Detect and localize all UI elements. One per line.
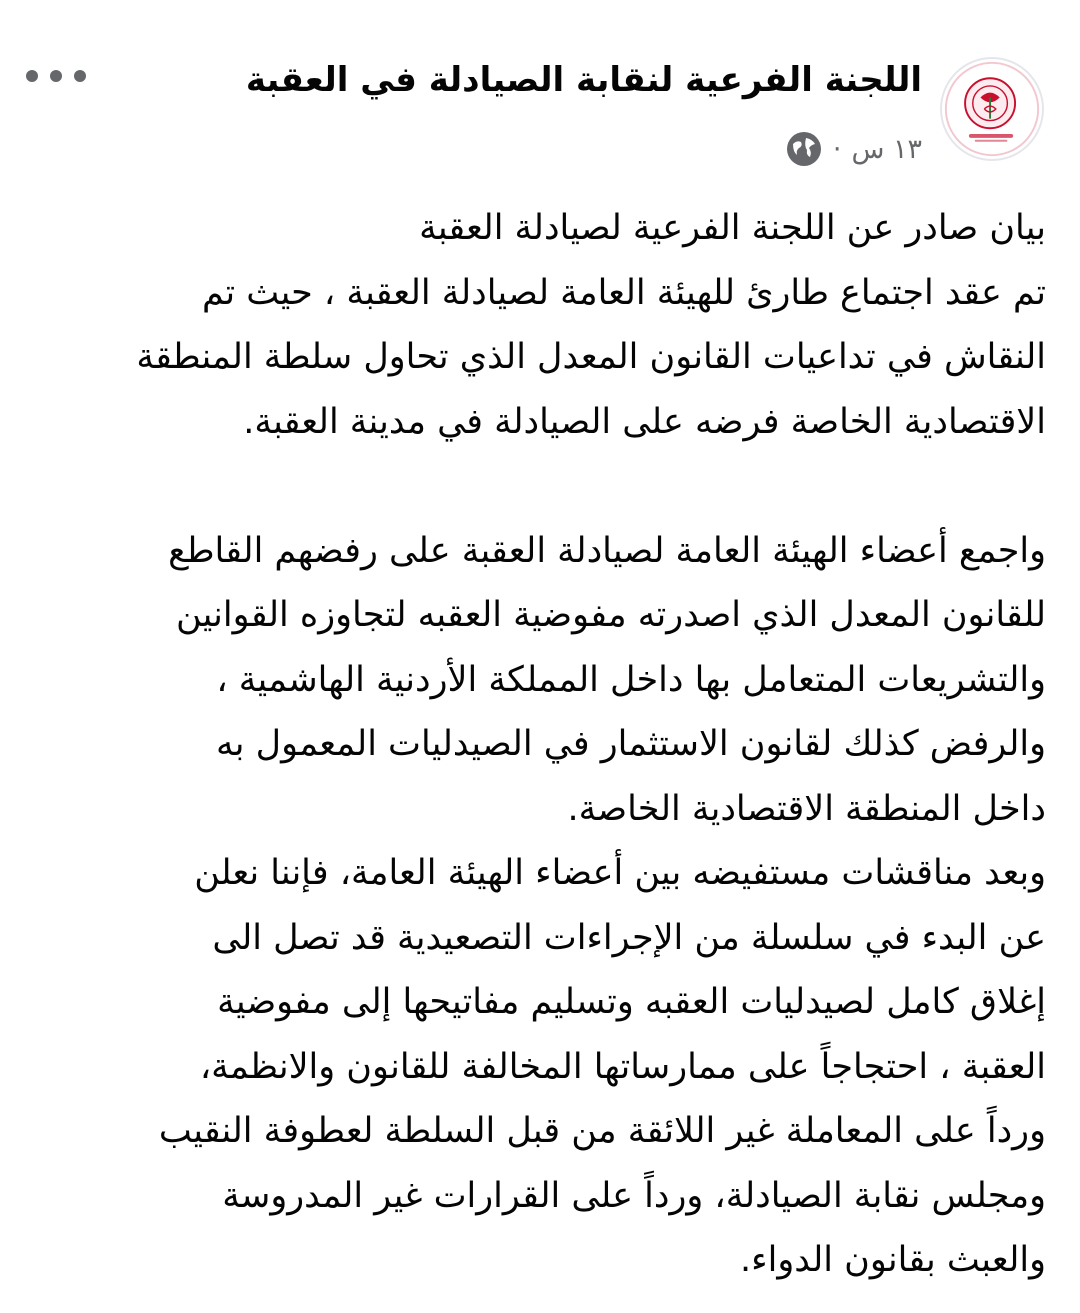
post-text-line: العقبة ، احتجاجاً على ممارساتها المخالفة للقانون والانظمة، <box>199 1046 1046 1087</box>
more-options-icon <box>26 70 38 82</box>
post-text-line: للقانون المعدل الذي اصدرته مفوضية العقبه لتجاوزه القوانين <box>175 595 1046 635</box>
post-text-line: النقاش في تداعيات القانون المعدل الذي تحاول سلطة المنطقة <box>136 337 1046 377</box>
pharmacists-logo-icon <box>942 59 1042 159</box>
post-text-line: ومجلس نقابة الصيادلة، ورداً على القرارات غير المدروسة <box>222 1175 1046 1216</box>
post-text-line: وبعد مناقشات مستفيضه بين أعضاء الهيئة العامة، فإننا نعلن <box>194 853 1046 893</box>
post-text-line: إغلاق كامل لصيدليات العقبه وتسليم مفاتيحها إلى مفوضية <box>217 982 1046 1022</box>
post-text-line: تم عقد اجتماع طارئ للهيئة العامة لصيادلة العقبة ، حيث تم <box>202 272 1046 313</box>
post-text-line: الاقتصادية الخاصة فرضه على الصيادلة في مدينة العقبة. <box>243 401 1046 442</box>
post-text-line: والعبث بقانون الدواء. <box>740 1240 1046 1280</box>
more-options-icon <box>74 70 86 82</box>
post-body <box>46 196 1046 1293</box>
page-avatar[interactable] <box>940 57 1044 161</box>
post-text-line: داخل المنطقة الاقتصادية الخاصة. <box>567 788 1046 829</box>
post-text-line: ورداً على المعاملة غير اللائقة من قبل السلطة لعطوفة النقيب <box>158 1111 1046 1151</box>
meta-separator: · <box>832 133 842 165</box>
post-text-line: واجمع أعضاء الهيئة العامة لصيادلة العقبة على رفضهم القاطع <box>168 530 1046 571</box>
post-text-line: والرفض كذلك لقانون الاستثمار في الصيدليات المعمول به <box>216 724 1046 764</box>
post-header <box>0 0 1080 190</box>
more-options-icon <box>50 70 62 82</box>
post-text-line: عن البدء في سلسلة من الإجراءات التصعيدية قد تصل الى <box>212 917 1046 958</box>
more-options-button[interactable] <box>26 58 86 94</box>
post-text-line: والتشريعات المتعامل بها داخل المملكة الأردنية الهاشمية ، <box>216 659 1046 700</box>
page-name[interactable]: اللجنة الفرعية لنقابة الصيادلة في العقبة <box>245 60 922 100</box>
globe-icon <box>785 130 823 168</box>
post-text-line: بيان صادر عن اللجنة الفرعية لصيادلة العقبة <box>419 208 1046 248</box>
post-meta <box>785 130 922 168</box>
post-timestamp[interactable]: ١٣ س <box>851 133 922 165</box>
paragraph-gap <box>46 454 1046 519</box>
